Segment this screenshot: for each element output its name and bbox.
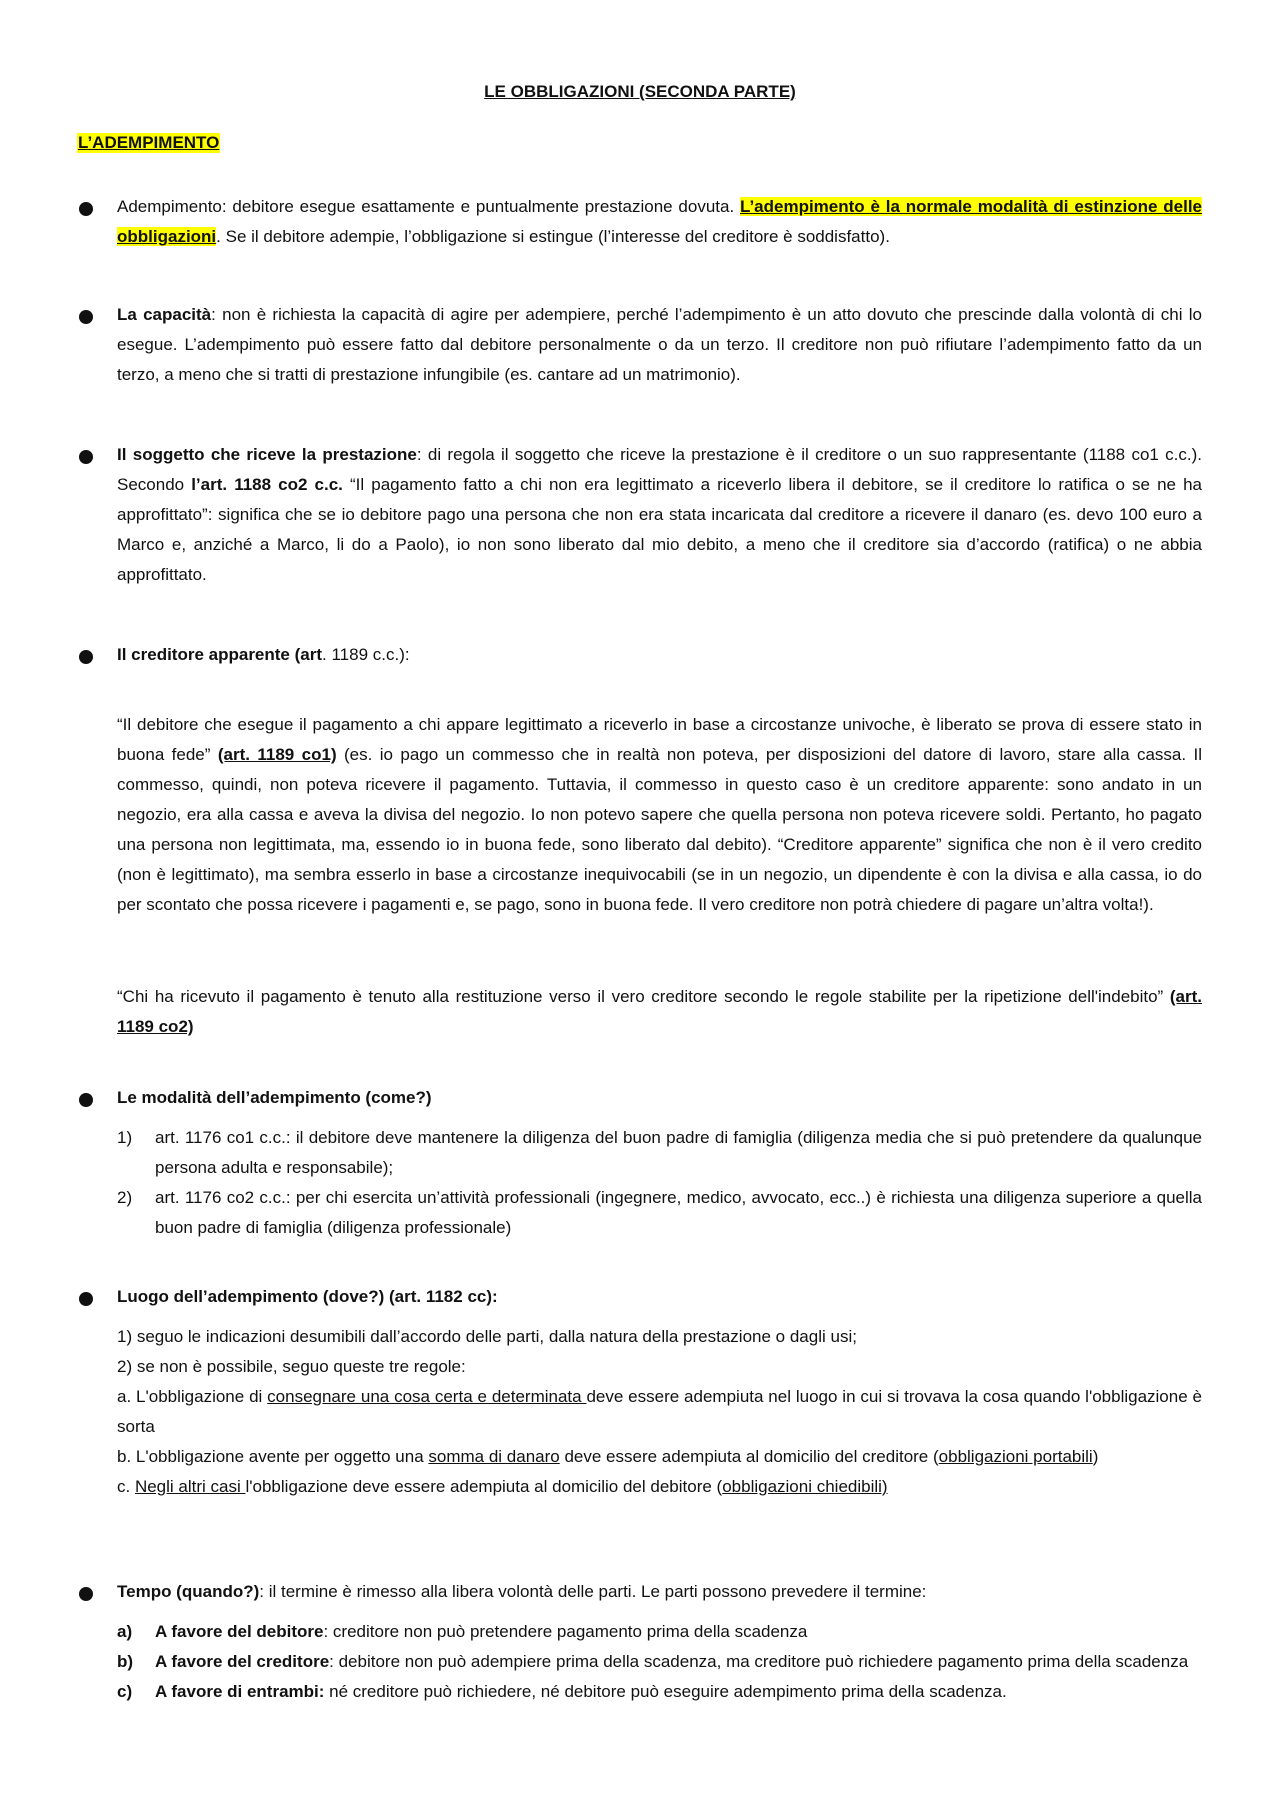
bullet-icon bbox=[79, 1587, 93, 1601]
modalita-list bbox=[117, 1123, 1202, 1243]
list-item: 1) art. 1176 co1 c.c.: il debitore deve mantenere la diligenza del buon padre di famiglia (diligenza media che si può pretendere da qualunque persona adulta e responsabile); bbox=[117, 1128, 1202, 1177]
bullet-icon bbox=[79, 202, 93, 216]
list-item: 2) art. 1176 co2 c.c.: per chi esercita un’attività professionali (ingegnere, medico, avvocato, ecc..) è richiesta una diligenza superiore a quella buon padre di famiglia (diligenza professionale) bbox=[117, 1188, 1202, 1237]
quote-art-1189-co1: “Il debitore che esegue il pagamento a chi appare legittimato a riceverlo in base a circostanze univoche, è liberato se prova di essere stato in buona fede” (art. 1189 co1) (es. io pago un commesso che in realtà non poteva, per disposizioni del datore di lavoro, stare alla cassa. Il commesso, quindi, non poteva ricevere il pagamento. Tuttavia, il commesso in questo caso è un creditore apparente: sono andato in un negozio, era alla cassa e aveva la divisa del negozio. Io non potevo sapere che quella persona non poteva ricevere soldi. Pertanto, ho pagato una persona non legittimata, ma, essendo io in buona fede, sono liberato dal debito). “Creditore apparente” significa che non è il vero credito (non è legittimato), ma sembra esserlo in base a circostanze inequivocabili (se in un negozio, un dipendente è con la divisa e alla cassa, io do per scontato che possa ricevere i pagamenti e, se pago, sono in buona fede. Il vero creditore non potrà chiedere di pagare un’altra volta!). bbox=[117, 715, 1202, 914]
rule-a: a. L'obbligazione di consegnare una cosa certa e determinata deve essere adempiuta nel luogo in cui si trovava la cosa quando l'obbligazione è sorta bbox=[117, 1387, 1202, 1436]
heading-modalita: Le modalità dell’adempimento (come?) bbox=[117, 1088, 432, 1107]
paragraph-tempo: Tempo (quando?): il termine è rimesso alla libera volontà delle parti. Le parti possono prevedere il termine: bbox=[117, 1582, 927, 1601]
paragraph-adempimento: Adempimento: debitore esegue esattamente e puntualmente prestazione dovuta. L’adempimento è la normale modalità di estinzione delle obbligazioni. Se il debitore adempie, l’obbligazione si estingue (l’interesse del creditore è soddisfatto). bbox=[117, 197, 1202, 246]
luogo-rules: 1) seguo le indicazioni desumibili dall’accordo delle parti, dalla natura della prestazione o dagli usi; 2) se non è possibile, seguo queste tre regole: a. L'obbligazione di consegnare una cosa certa e determinata deve essere adempiuta nel luogo in cui si trovava la cosa quando l'obbligazione è sorta b. L'obbligazione avente per oggetto una somma di danaro deve essere adempiuta al domicilio del creditore (obbligazioni portabili) c. Negli altri casi l'obbligazione deve essere adempiuta al domicilio del debitore (obbligazioni chiedibili) bbox=[117, 1322, 1202, 1502]
bullet-icon bbox=[79, 310, 93, 324]
page-title: LE OBBLIGAZIONI (SECONDA PARTE) bbox=[484, 82, 796, 101]
rule-b: b. L'obbligazione avente per oggetto una somma di danaro deve essere adempiuta al domicilio del creditore (obbligazioni portabili) bbox=[117, 1447, 1099, 1466]
bullet-icon bbox=[79, 650, 93, 664]
list-item: a) A favore del debitore: creditore non può pretendere pagamento prima della scadenza bbox=[117, 1622, 808, 1641]
heading-luogo: Luogo dell’adempimento (dove?) (art. 1182 cc): bbox=[117, 1287, 498, 1306]
list-item: b) A favore del creditore: debitore non può adempiere prima della scadenza, ma creditore può richiedere pagamento prima della scadenza bbox=[117, 1652, 1189, 1671]
quote-art-1189-co2: “Chi ha ricevuto il pagamento è tenuto alla restituzione verso il vero creditore secondo le regole stabilite per la ripetizione dell'indebito” (art. 1189 co2) bbox=[117, 987, 1202, 1036]
bullet-icon bbox=[79, 450, 93, 464]
tempo-list bbox=[117, 1617, 1202, 1707]
highlighted-definition: L’adempimento è la normale modalità di estinzione delle obbligazioni bbox=[117, 197, 1202, 246]
paragraph-soggetto: Il soggetto che riceve la prestazione: di regola il soggetto che riceve la prestazione è il creditore o un suo rappresentante (1188 co1 c.c.). Secondo l’art. 1188 co2 c.c. “Il pagamento fatto a chi non era legittimato a riceverlo libera il debitore, se il creditore lo ratifica o se ne ha approfittato”: significa che se io debitore pago una persona che non era stata incaricata dal creditore a ricevere il danaro (es. devo 100 euro a Marco e, anziché a Marco, li do a Paolo), io non sono liberato dal mio debito, a meno che il creditore sia d’accordo (ratifica) o ne abbia approfittato. bbox=[117, 445, 1202, 584]
heading-creditore-apparente: Il creditore apparente (art. 1189 c.c.): bbox=[117, 645, 410, 664]
paragraph-capacita: La capacità: non è richiesta la capacità di agire per adempiere, perché l’adempimento è un atto dovuto che prescinde dalla volontà di chi lo esegue. L’adempimento può essere fatto dal debitore personalmente o da un terzo. Il creditore non può rifiutare l’adempimento fatto da un terzo, a meno che si tratti di prestazione infungibile (es. cantare ad un matrimonio). bbox=[117, 305, 1202, 384]
bullet-icon bbox=[79, 1292, 93, 1306]
section-heading: L’ADEMPIMENTO bbox=[78, 133, 220, 152]
rule-c: c. Negli altri casi l'obbligazione deve essere adempiuta al domicilio del debitore (obbligazioni chiedibili) bbox=[117, 1477, 888, 1496]
bullet-icon bbox=[79, 1093, 93, 1107]
list-item: c) A favore di entrambi: né creditore può richiedere, né debitore può eseguire adempimento prima della scadenza. bbox=[117, 1682, 1007, 1701]
